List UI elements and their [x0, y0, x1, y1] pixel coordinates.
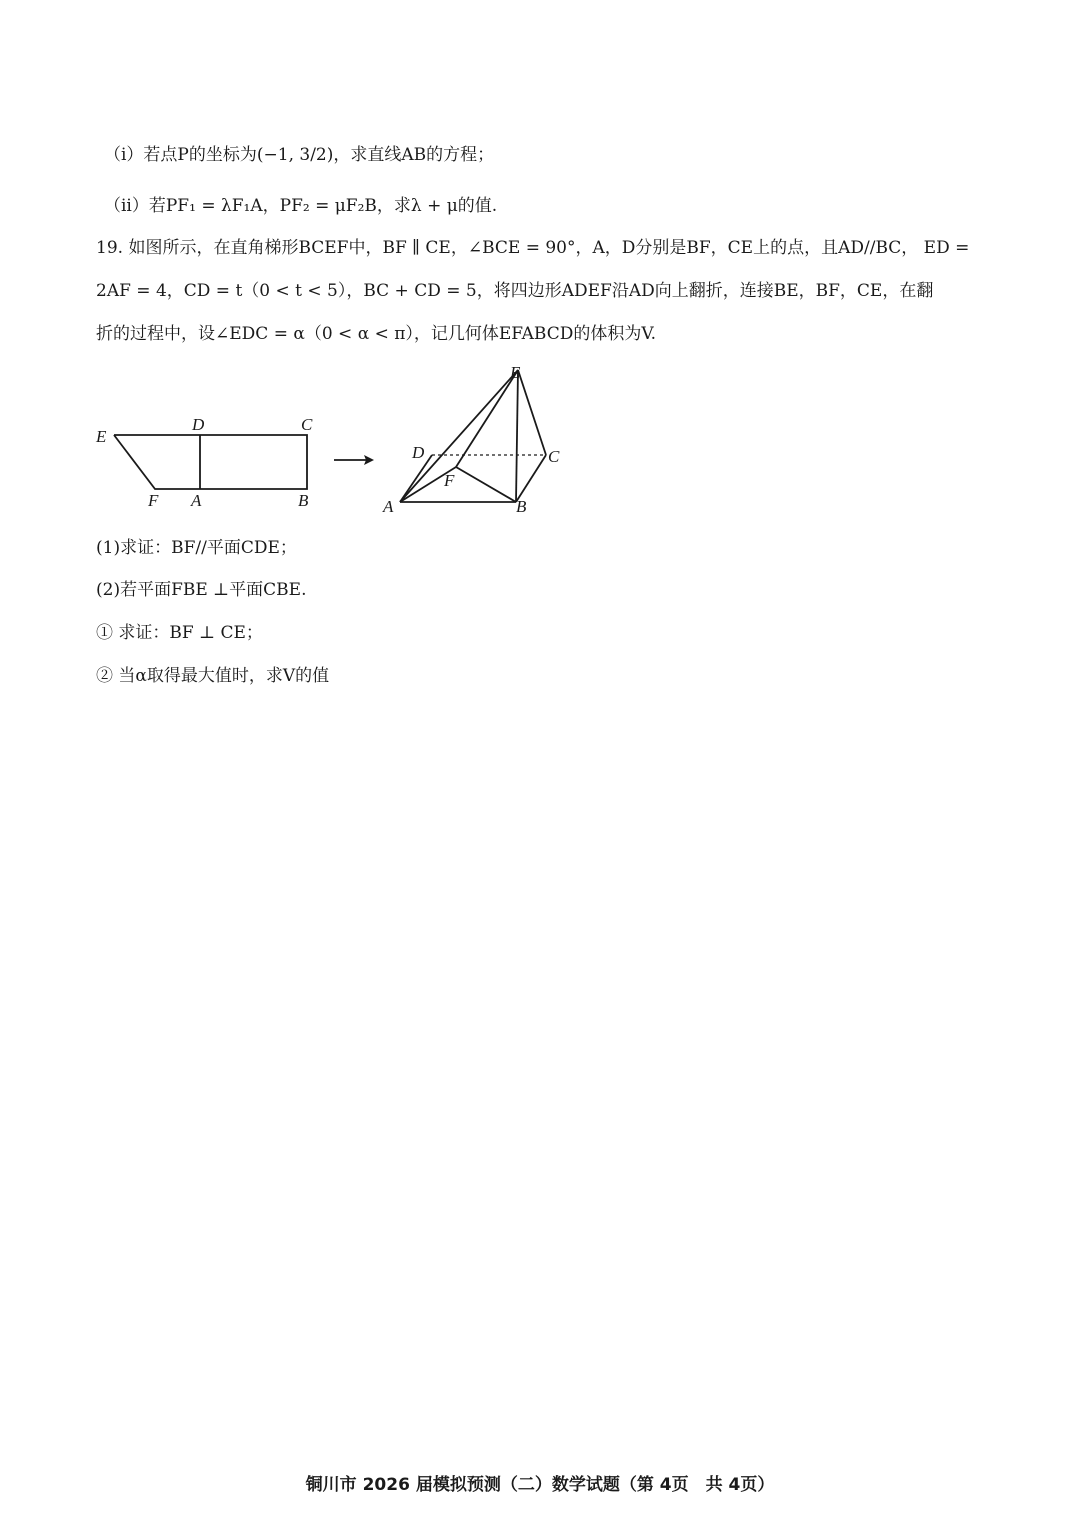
label-E: E [96, 427, 107, 446]
question-19-line-2: 2AF = 4，CD = t（0 < t < 5），BC + CD = 5，将四边形ADEF沿AD向上翻折，连接BE，BF，CE，在翻 [96, 281, 934, 301]
label-F: F [148, 491, 159, 510]
part-2: (2)若平面FBE ⊥平面CBE. [96, 580, 307, 600]
page-footer: 铜川市 2026 届模拟预测（二）数学试题（第 4页 共 4页） [305, 1475, 775, 1495]
label-B: B [298, 491, 309, 510]
part-2-a: ① 求证：BF ⊥ CE； [96, 623, 263, 643]
label-A: A [191, 491, 202, 510]
label-B: B [516, 497, 527, 516]
label-C: C [548, 447, 560, 466]
subquestion-i: （i）若点P的坐标为(−1, 3/2)，求直线AB的方程； [104, 145, 495, 165]
label-D: D [412, 443, 425, 462]
label-E: E [510, 363, 521, 382]
part-1: (1)求证：BF//平面CDE； [96, 538, 297, 558]
trapezoid-outline [114, 435, 307, 489]
subquestion-ii: （ii）若PF₁ = λF₁A，PF₂ = μF₂B，求λ + μ的值. [104, 196, 498, 216]
label-D: D [192, 415, 205, 434]
label-F: F [444, 471, 455, 490]
folded-solid-figure [378, 360, 578, 520]
question-19-line-1: 19. 如图所示，在直角梯形BCEF中，BF ∥ CE，∠BCE = 90°，A，D分别是BF，CE上的点，且AD//BC， ED = [96, 238, 970, 258]
question-19-line-3: 折的过程中，设∠EDC = α（0 < α < π），记几何体EFABCD的体积为V. [96, 324, 657, 344]
arrow-icon [330, 450, 380, 470]
part-2-b: ② 当α取得最大值时，求V的值 [96, 666, 330, 686]
label-A: A [383, 497, 394, 516]
trapezoid-figure [90, 410, 330, 515]
label-C: C [301, 415, 313, 434]
